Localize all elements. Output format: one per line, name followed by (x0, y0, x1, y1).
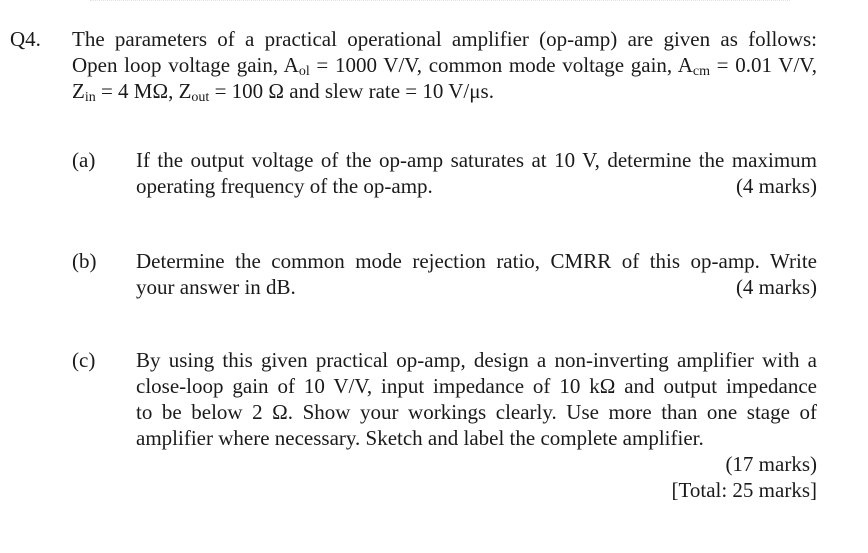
part-a-label: (a) (72, 148, 96, 172)
part-c-line-1: By using this given practical op-amp, design a non-inverting amplifier with a (136, 348, 817, 372)
stem-line-2: Open loop voltage gain, $A_{ol} = 1000$ V/V, common mode voltage gain, $A_{cm} = 0.01$ V/V, (72, 53, 817, 79)
part-a-body (136, 147, 817, 199)
part-c-line-3: to be below 2 Ω. Show your workings clearly. Use more than one stage of (136, 400, 817, 424)
question-number: Q4. (10, 27, 41, 51)
part-c-marks: (17 marks) (725, 452, 817, 476)
part-a-line-1: If the output voltage of the op-amp saturates at 10 V, determine the maximum (136, 148, 817, 172)
part-b-label: (b) (72, 249, 97, 273)
part-b-body (136, 248, 817, 300)
part-c-line-4: amplifier where necessary. Sketch and label the complete amplifier. (136, 426, 704, 450)
total-marks: [Total: 25 marks] (671, 478, 817, 502)
part-b-marks: (4 marks) (735, 275, 817, 299)
part-b-line-2: your answer in dB. (4 marks) (136, 275, 817, 299)
aol-subscript: ol (298, 64, 310, 79)
part-b-line-1: Determine the common mode rejection ratio, CMRR of this op-amp. Write (136, 249, 817, 273)
part-a-marks: (4 marks) (735, 174, 817, 198)
zin-subscript: in (84, 90, 96, 105)
top-divider (90, 0, 790, 4)
stem-line-1: The parameters of a practical operational amplifier (op-amp) are given as follows: (72, 27, 817, 51)
question-stem (72, 26, 817, 104)
zout-subscript: out (191, 90, 210, 105)
stem-line-3: $Z_{in} = 4$ MΩ, $Z_{out} = 100$ Ω and slew rate = 10 V/μs. (72, 79, 494, 105)
acm-subscript: cm (692, 64, 710, 79)
part-c-label: (c) (72, 348, 96, 372)
part-c-body (136, 347, 817, 503)
part-a-line-2: operating frequency of the op-amp. (4 marks) (136, 174, 817, 198)
part-c-line-2: close-loop gain of 10 V/V, input impedance of 10 kΩ and output impedance (136, 374, 817, 398)
